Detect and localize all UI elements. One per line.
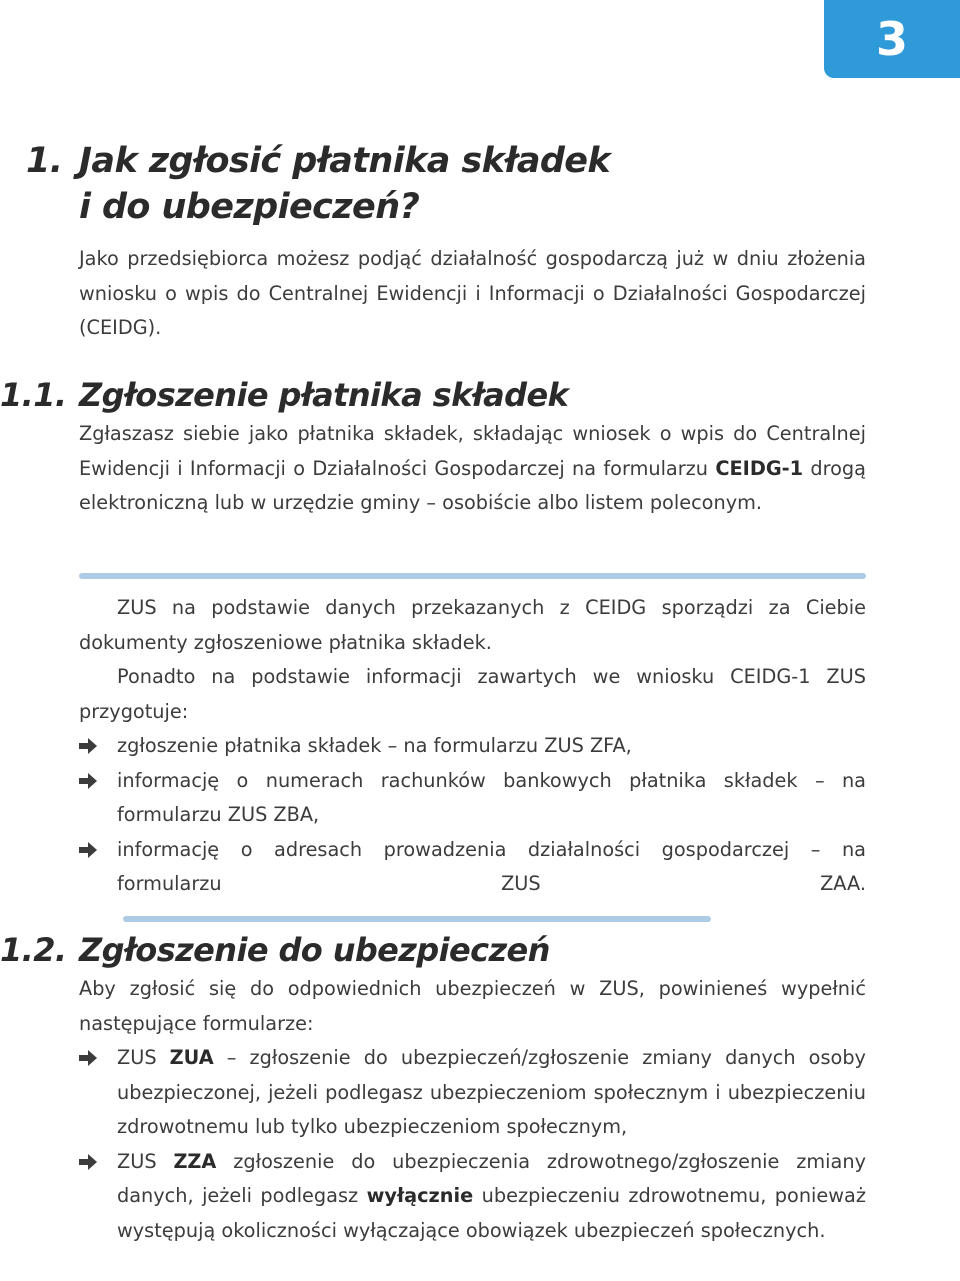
form-code-zza: ZZA [173, 1149, 217, 1173]
emphasis-text: wyłącznie [366, 1184, 474, 1208]
form-prefix: ZUS [117, 1046, 157, 1069]
info-box-top-rule [79, 573, 866, 579]
section-1-1-paragraph [79, 417, 866, 521]
section-1-1-heading [0, 375, 568, 415]
section-1-intro: Jako przedsiębiorca możesz podjąć działalność gospodarczą już w dniu złożenia wniosku o wpis do Centralnej Ewidencji i Informacji o Działalności Gospodarczej (CEIDG). [79, 247, 866, 340]
section-1-1-number: 1.1. [0, 376, 67, 414]
form-prefix: ZUS [117, 1149, 157, 1173]
info-box-paragraph-2: Ponadto na podstawie informacji zawartych we wniosku CEIDG-1 ZUS przygotuje: [79, 665, 866, 723]
list-item-text: informację o adresach prowadzenia działalności gospodarczej – na formularzu ZUS ZAA. [117, 837, 866, 896]
arrow-right-icon [79, 773, 97, 789]
form-code-zua: ZUA [169, 1046, 214, 1069]
arrow-right-icon [79, 738, 97, 754]
list-item-text: – zgłoszenie do ubezpieczeń/zgłoszenie zmiany danych osoby ubezpieczonej, jeżeli podlegasz ubezpieczeniom społecznym i ubezpieczeniu zdrowotnemu lub tylko ubezpieczeniom społecznym, [117, 1046, 866, 1139]
arrow-right-icon [79, 1154, 97, 1170]
list-item-text: informację o numerach rachunków bankowych płatnika składek – na formularzu ZUS ZBA, [117, 768, 866, 827]
page-number-tab [824, 0, 960, 78]
arrow-right-icon [79, 1050, 97, 1066]
list-item [79, 1145, 866, 1249]
section-1-1-title: Zgłoszenie płatnika składek [79, 376, 569, 414]
list-item-text: zgłoszenie płatnika składek – na formularzu ZUS ZFA, [117, 734, 632, 757]
ceidg-form-name: CEIDG-1 [715, 456, 804, 480]
list-item-text: ubezpieczeniu zdrowotnemu, ponieważ występują okoliczności wyłączające obowiązek ubezpieczeń społecznych. [117, 1184, 866, 1242]
page-number: 3 [875, 12, 908, 66]
section-1-1-paragraph-part-b: drogą elektroniczną lub w urzędzie gminy – osobiście albo listem poleconym. [79, 456, 866, 515]
info-box-bottom-rule [123, 916, 711, 922]
section-1-title-line2: i do ubezpieczeń? [79, 187, 420, 227]
list-item [79, 1041, 866, 1145]
list-item [79, 833, 866, 937]
list-item-text: zgłoszenie do ubezpieczenia zdrowotnego/zgłoszenie zmiany danych, jeżeli podlegasz [117, 1149, 866, 1208]
section-1-2-number: 1.2. [0, 931, 67, 969]
info-box-bullet-list [79, 729, 866, 937]
arrow-right-icon [79, 842, 97, 858]
section-1-2-title: Zgłoszenie do ubezpieczeń [79, 931, 550, 969]
section-1-1-paragraph-part-a: Zgłaszasz siebie jako płatnika składek, składając wniosek o wpis do Centralnej Ewidencji i Informacji o Działalności Gospodarczej na formularzu [79, 422, 866, 480]
section-1-2-heading [0, 930, 550, 970]
section-1-number: 1. [26, 141, 63, 181]
list-item [79, 764, 866, 833]
forms-bullet-list [79, 1041, 866, 1249]
list-item [79, 729, 866, 764]
section-1-2-intro: Aby zgłosić się do odpowiednich ubezpieczeń w ZUS, powinieneś wypełnić następujące formularze: [79, 977, 866, 1035]
section-1-heading [26, 138, 610, 230]
section-1-title-line1: Jak zgłosić płatnika składek [79, 141, 611, 181]
info-box-paragraph-1: ZUS na podstawie danych przekazanych z CEIDG sporządzi za Ciebie dokumenty zgłoszeniowe płatnika składek. [79, 596, 866, 654]
